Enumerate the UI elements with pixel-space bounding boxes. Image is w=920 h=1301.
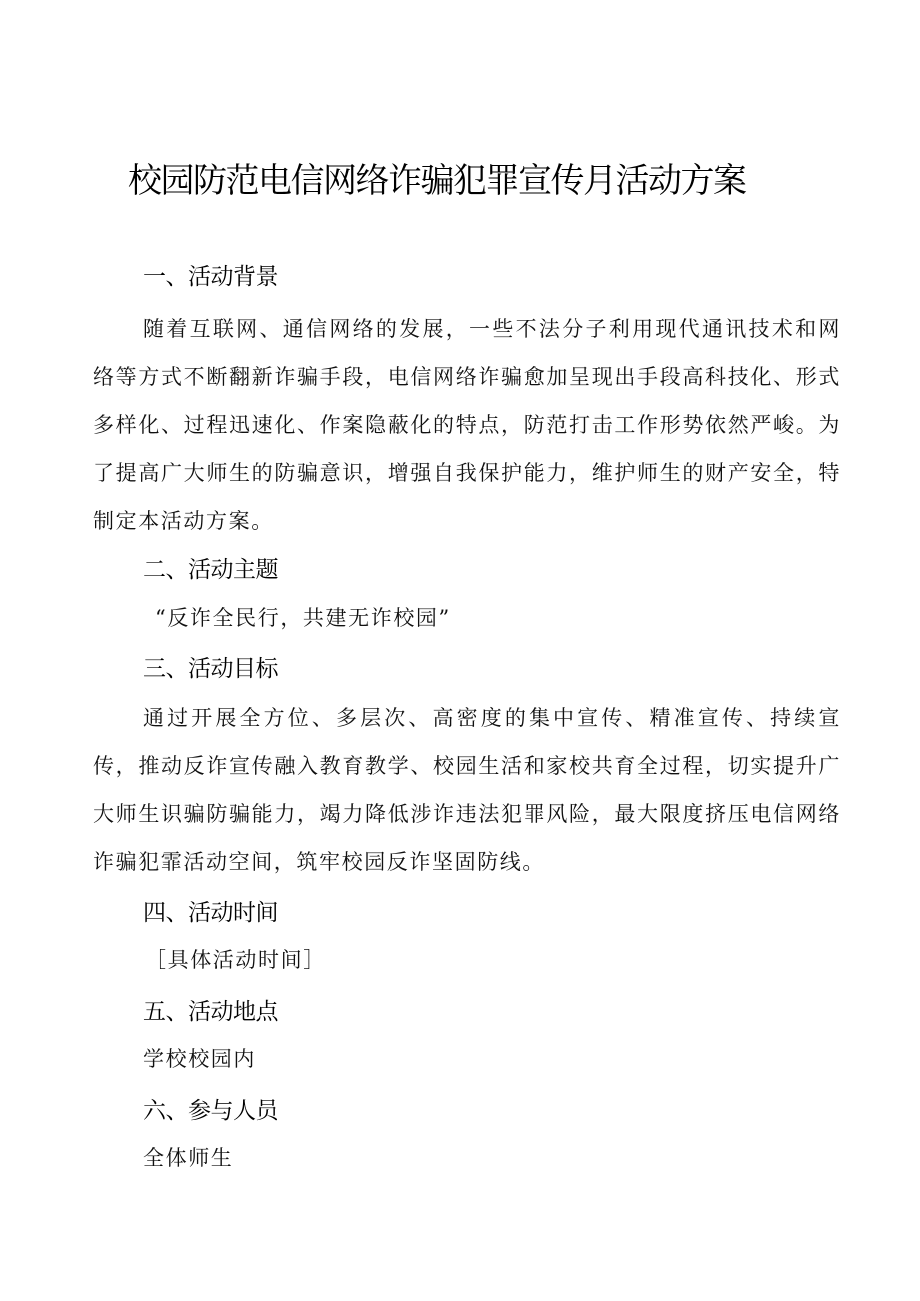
section-body-participants: 全体师生 — [143, 1146, 234, 1170]
section-body-background: 随着互联网、通信网络的发展，一些不法分子利用现代通讯技术和网络等方式不断翻新诈骗手段，电信网络诈骗愈加呈现出手段高科技化、形式多样化、过程迅速化、作案隐蔽化的特点，防范打击工作形势依然严峻。为了提高广大师生的防骗意识，增强自我保护能力，维护师生的财产安全，特制定本活动方案。 — [93, 317, 841, 533]
section-heading-participants: 六、参与人员 — [143, 1098, 278, 1124]
document-title: 校园防范电信网络诈骗犯罪宣传月活动方案 — [128, 161, 746, 201]
section-heading-background: 一、活动背景 — [143, 264, 278, 290]
section-body-location: 学校校园内 — [143, 1047, 256, 1071]
section-heading-location: 五、活动地点 — [143, 999, 278, 1025]
section-body-goals: 通过开展全方位、多层次、高密度的集中宣传、精准宣传、持续宣传，推动反诈宣传融入教育教学、校园生活和家校共育全过程，切实提升广大师生识骗防骗能力，竭力降低涉诈违法犯罪风险，最大限度挤压电信网络诈骗犯霏活动空间，筑牢校园反诈坚固防线。 — [93, 706, 841, 874]
section-heading-time: 四、活动时间 — [143, 900, 278, 926]
section-body-theme: “反诈全民行，共建无诈校园” — [155, 606, 451, 630]
section-body-time: ［具体活动时间］ — [145, 948, 326, 972]
section-heading-theme: 二、活动主题 — [143, 557, 278, 583]
section-heading-goals: 三、活动目标 — [143, 656, 278, 682]
